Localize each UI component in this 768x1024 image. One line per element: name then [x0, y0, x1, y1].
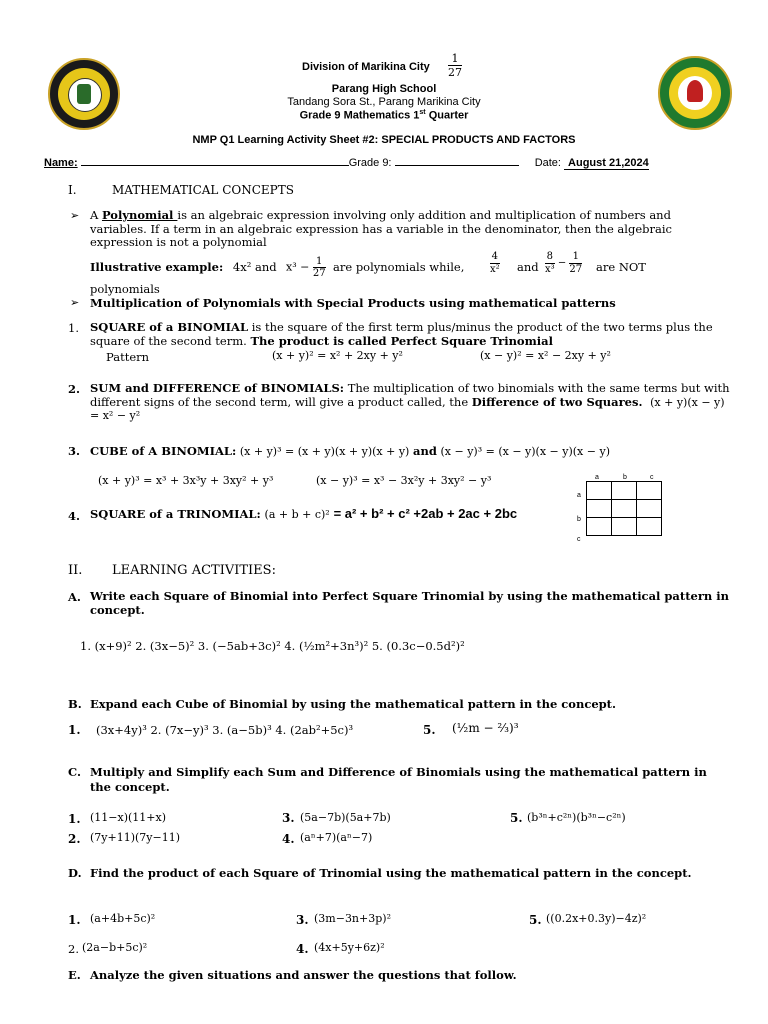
- activity-d-num: 3.: [296, 913, 309, 927]
- activity-c-label: C.: [68, 765, 81, 779]
- name-field[interactable]: [81, 165, 349, 166]
- item1-number: 1.: [68, 321, 79, 335]
- polynomial-definition: A Polynomial is an algebraic expression involving only addition and multiplication of numbers and variables. If a term in an algebraic expression has a variable in the denominator, then the algebraic expression is not a polynomial: [90, 208, 672, 249]
- activity-a-items: 1. (x+9)² 2. (3x−5)² 3. (−5ab+3c)² 4. (½m²+3n³)² 5. (0.3c−0.5d²)²: [80, 639, 465, 653]
- grid-cell: [612, 482, 637, 500]
- activity-c-text: Multiply and Simplify each Sum and Difference of Binomials using the mathematical pattern in the concept.: [90, 765, 707, 794]
- info-row: [44, 157, 649, 170]
- activity-d-num: 4.: [296, 942, 309, 956]
- item1-text: SQUARE of a BINOMIAL is the square of the first term plus/minus the product of the two terms plus the square of the second term. The product is called Perfect Square Trinomial: [90, 320, 713, 348]
- division-fraction: 1 27: [448, 52, 462, 79]
- school-address: Tandang Sora St., Parang Marikina City: [287, 96, 481, 108]
- grid-row-label: c: [577, 536, 581, 543]
- activity-c-item: (7y+11)(7y−11): [90, 831, 181, 844]
- activity-d-num: 5.: [529, 913, 542, 927]
- pattern-formula-2: (x − y)² = x² − 2xy + y²: [480, 349, 611, 362]
- cube-expansion-2: (x − y)³ = x³ − 3x²y + 3xy² − y³: [316, 474, 492, 487]
- grid-cell: [587, 482, 612, 500]
- activity-c-item: (b³ⁿ+c²ⁿ)(b³ⁿ−c²ⁿ): [527, 811, 626, 824]
- grade-quarter: Grade 9 Mathematics 1st Quarter: [299, 109, 469, 122]
- grid-row-label: a: [577, 492, 581, 499]
- item4-number: 4.: [68, 509, 81, 523]
- sheet-title: NMP Q1 Learning Activity Sheet #2: SPECIAL PRODUCTS AND FACTORS: [192, 134, 576, 146]
- illus-poly-expr: x³ − $\frac{1}{27}$: [286, 256, 326, 279]
- activity-d-item: (4x+5y+6z)²: [314, 941, 385, 954]
- section1-number: I.: [68, 183, 77, 197]
- illus-nonpoly-1: 4 x²: [490, 251, 500, 275]
- activity-e-label: E.: [68, 968, 81, 982]
- illus-text-c: and: [517, 260, 539, 274]
- grid-cell: [637, 500, 662, 518]
- illustrative-example: Illustrative example: 4x² and: [90, 260, 277, 274]
- section2-title: LEARNING ACTIVITIES:: [112, 563, 276, 578]
- grid-cell: [637, 518, 662, 536]
- activity-e-text: Analyze the given situations and answer the questions that follow.: [90, 968, 517, 982]
- grid-cell: [587, 500, 612, 518]
- trinomial-grid: [586, 481, 662, 536]
- name-label: Name:: [44, 157, 78, 169]
- activity-c-num: 3.: [282, 811, 295, 825]
- activity-d-item: ((0.2x+0.3y)−4z)²: [546, 912, 647, 925]
- bullet-arrow-icon: ➢: [70, 209, 80, 222]
- grid-col-label: c: [650, 474, 654, 481]
- activity-d-item: (3m−3n+3p)²: [314, 912, 391, 925]
- grid-row-label: b: [577, 516, 581, 523]
- activity-d-num: 1.: [68, 913, 81, 927]
- school-name: Parang High School: [331, 83, 437, 95]
- grid-cell: [587, 518, 612, 536]
- activity-b-items: (3x+4y)³ 2. (7x−y)³ 3. (a−5b)³ 4. (2ab²+5c)³: [96, 723, 354, 737]
- activity-d-label: D.: [68, 866, 82, 880]
- activity-c-num: 5.: [510, 811, 523, 825]
- activity-a-text: Write each Square of Binomial into Perfect Square Trinomial by using the mathematical pattern in concept.: [90, 589, 729, 617]
- activity-b-num5: 5.: [423, 723, 436, 737]
- illus-text-e: polynomials: [90, 282, 160, 296]
- activity-c-item: (5a−7b)(5a+7b): [300, 811, 391, 824]
- activity-c-item: (aⁿ+7)(aⁿ−7): [300, 831, 373, 844]
- item2-text: SUM and DIFFERENCE of BINOMIALS: The multiplication of two binomials with the same terms but with different signs of the second term, will give a product called, the Difference of two Squares. (x + y)(x − y) = x² − y²: [90, 381, 730, 422]
- activity-a-label: A.: [68, 590, 81, 604]
- activity-b-label: B.: [68, 697, 82, 711]
- bullet-arrow-icon: ➢: [70, 296, 80, 309]
- grade-label: Grade 9:: [348, 157, 392, 169]
- section2-number: II.: [68, 563, 83, 578]
- division-title: Division of Marikina City: [302, 61, 430, 73]
- activity-b-num1: 1.: [68, 723, 81, 737]
- item3-number: 3.: [68, 444, 81, 458]
- illus-text-d: are NOT: [596, 260, 646, 274]
- grid-col-label: a: [595, 474, 599, 481]
- grid-col-label: b: [623, 474, 627, 481]
- activity-b-text: Expand each Cube of Binomial by using the mathematical pattern in the concept.: [90, 697, 616, 711]
- activity-d-item: (2a−b+5c)²: [82, 941, 148, 954]
- activity-d-text: Find the product of each Square of Trinomial using the mathematical pattern in the concept.: [90, 866, 692, 880]
- activity-c-num: 1.: [68, 812, 81, 826]
- activity-c-item: (11−x)(11+x): [90, 811, 167, 824]
- item2-number: 2.: [68, 382, 81, 396]
- grade-field[interactable]: [395, 165, 519, 166]
- cube-expansion-1: (x + y)³ = x³ + 3x³y + 3xy² + y³: [98, 474, 274, 487]
- activity-c-num: 2.: [68, 832, 81, 846]
- grid-cell: [612, 518, 637, 536]
- item4-line: SQUARE of a TRINOMIAL: (a + b + c)² = a² + b² + c² +2ab + 2ac + 2bc: [90, 506, 518, 521]
- pattern-formula-1: (x + y)² = x² + 2xy + y²: [272, 349, 403, 362]
- activity-d-item: (a+4b+5c)²: [90, 912, 156, 925]
- activity-b-item5: (½m − ⅔)³: [452, 721, 519, 735]
- pattern-label: Pattern: [106, 350, 150, 364]
- date-value: August 21,2024: [564, 157, 649, 170]
- grid-cell: [612, 500, 637, 518]
- item3-line: CUBE of A BINOMIAL: (x + y)³ = (x + y)(x + y)(x + y) and (x − y)³ = (x − y)(x − y)(x − y): [90, 444, 610, 458]
- illus-text-b: are polynomials while,: [333, 260, 465, 274]
- activity-d-num: 2.: [68, 942, 79, 956]
- activity-c-num: 4.: [282, 832, 295, 846]
- grid-cell: [637, 482, 662, 500]
- illus-nonpoly-2: $\frac{8}{\text{x³}}$ − $\frac{1}{27}$: [545, 251, 583, 275]
- multiplication-heading: Multiplication of Polynomials with Special Products using mathematical patterns: [90, 296, 616, 310]
- date-label: Date:: [534, 157, 561, 169]
- section1-title: MATHEMATICAL CONCEPTS: [112, 183, 294, 197]
